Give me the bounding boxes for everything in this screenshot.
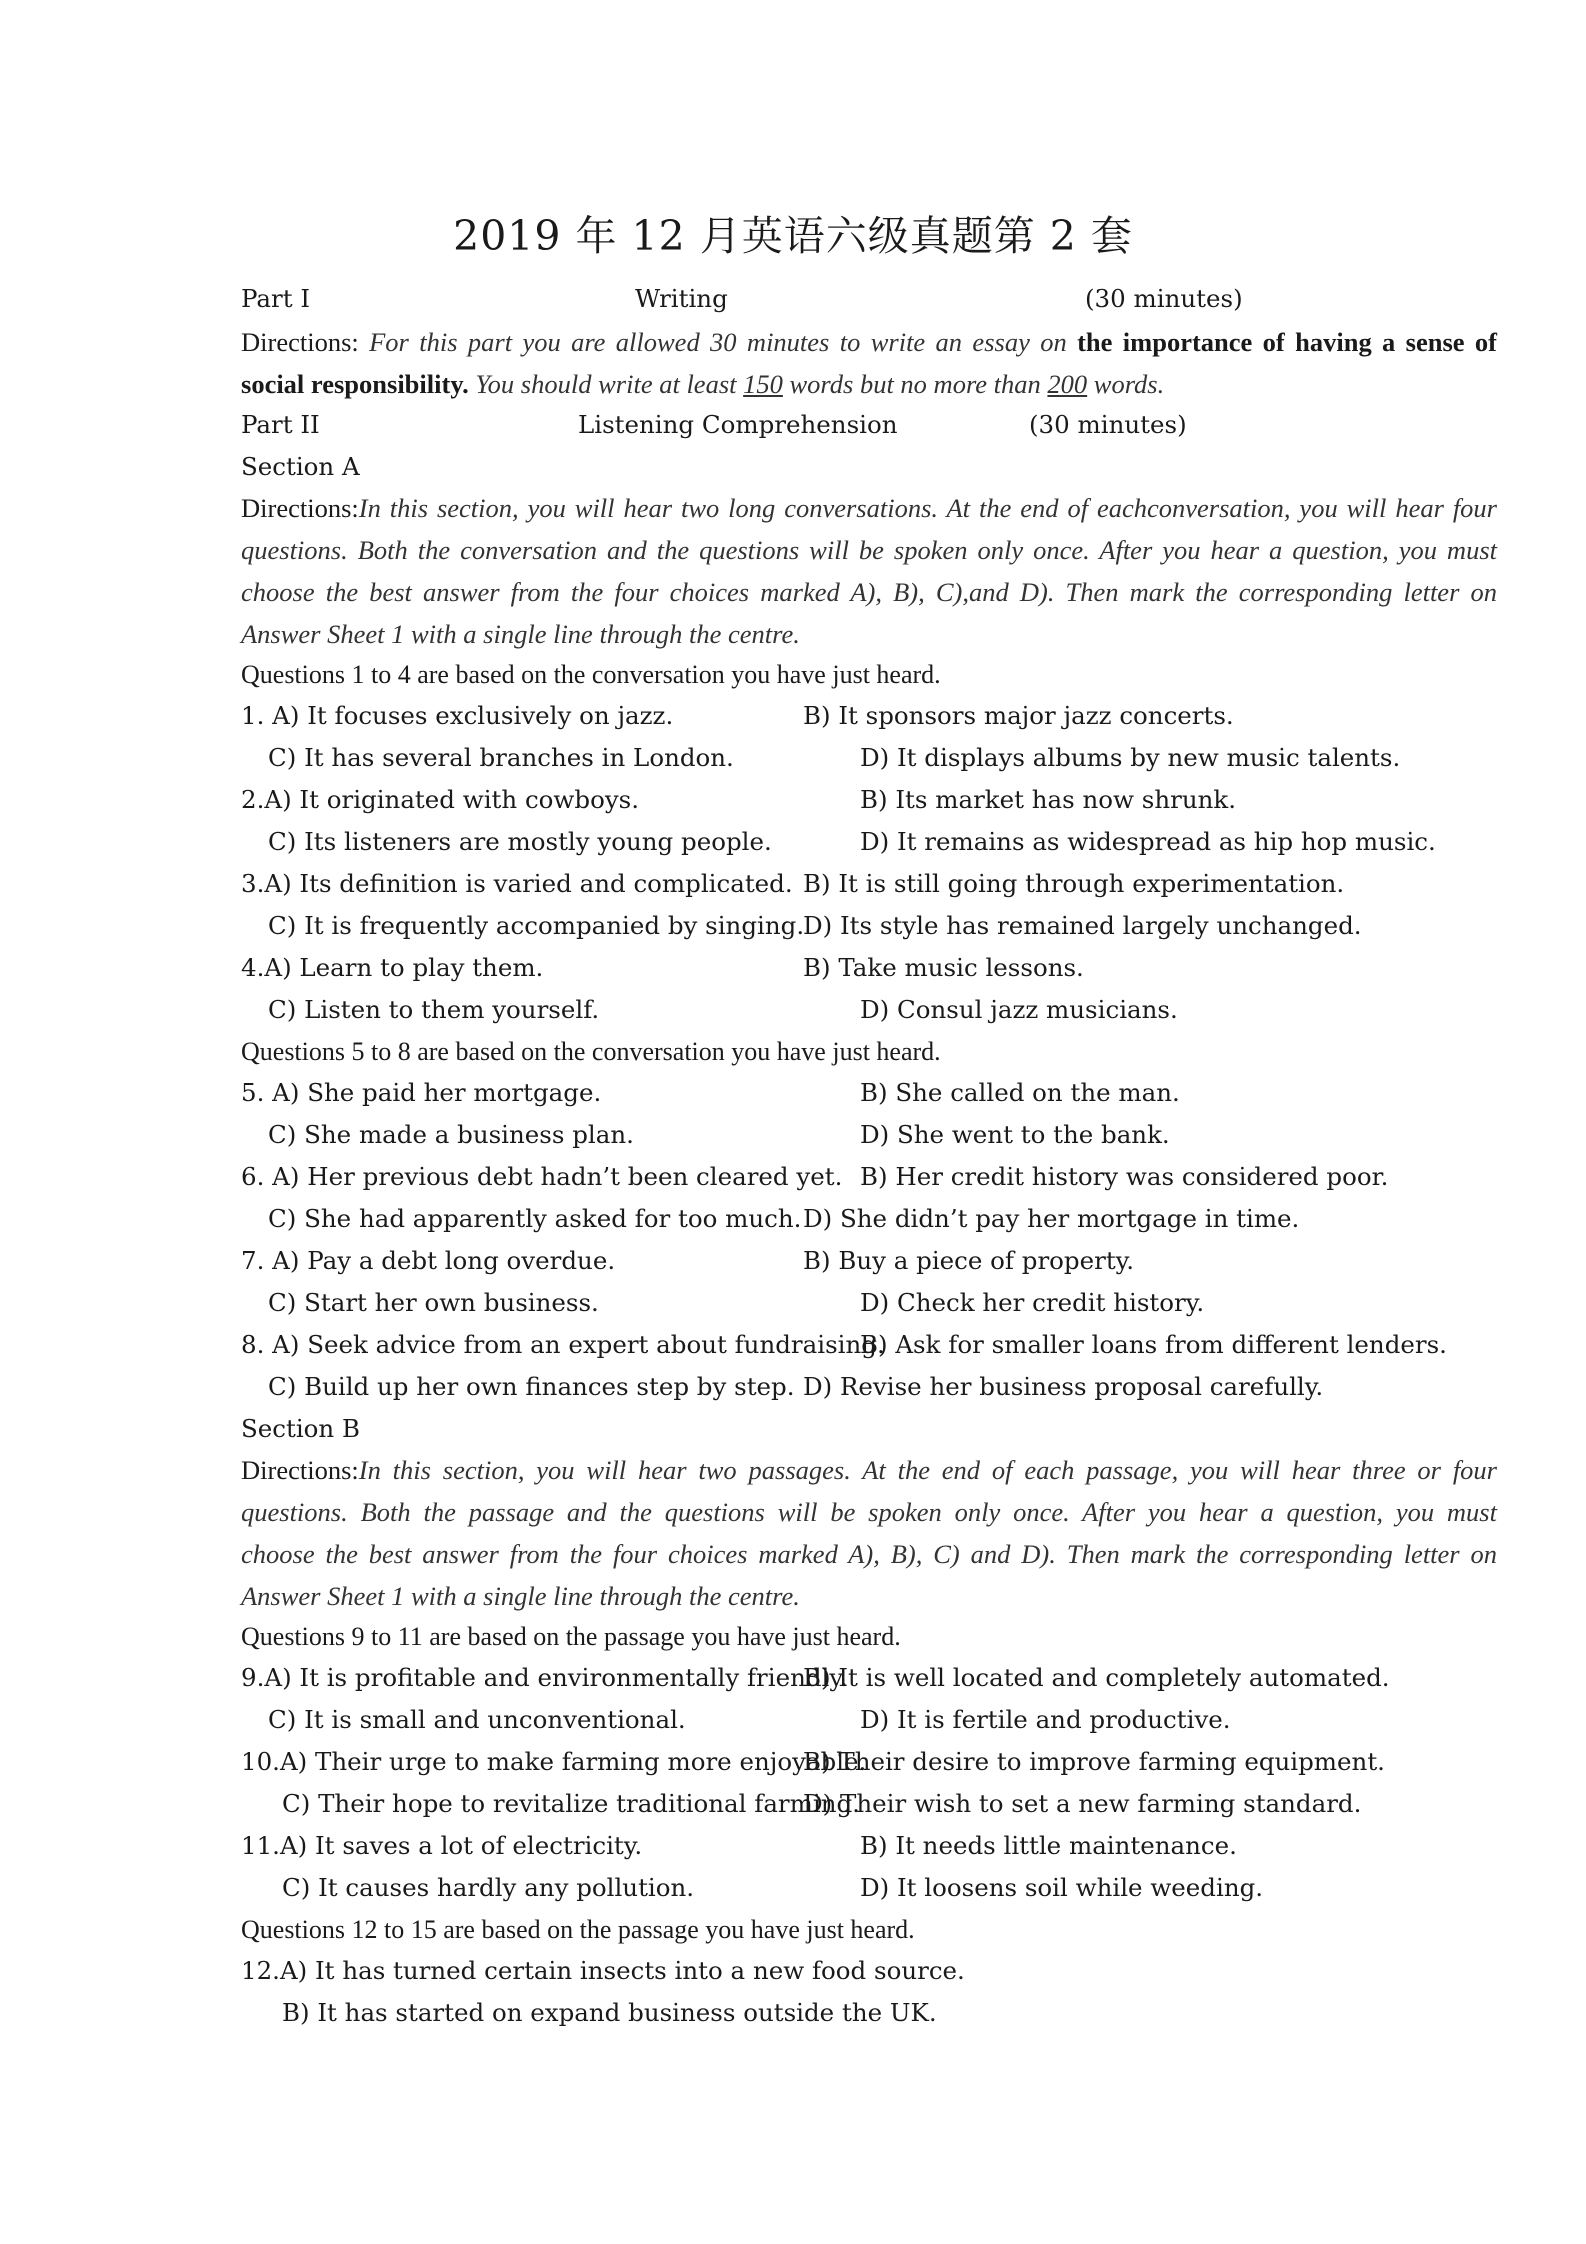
directions-text: In this section, you will hear two passages. At the end of each passage, you will hear three or four (358, 1455, 1497, 1485)
question-option-a: 5. A) She paid her mortgage. (241, 1078, 602, 1107)
question-option-b: B) Her credit history was considered poor. (860, 1162, 1389, 1191)
question-option-b: B) Buy a piece of property. (803, 1246, 1135, 1275)
directions-text: For this part you are allowed 30 minutes to write an essay on (369, 327, 1067, 357)
part1-name: Writing (635, 284, 728, 313)
question-option-d: D) She went to the bank. (860, 1120, 1170, 1149)
directions-label: Directions: (241, 1455, 359, 1485)
question-option-c: C) She made a business plan. (268, 1120, 634, 1149)
directions-text: words but no more than (789, 369, 1041, 399)
question-option-a: 12.A) It has turned certain insects into a new food source. (241, 1956, 965, 1985)
question-option-b: B) Take music lessons. (803, 953, 1084, 982)
max-words: 200 (1047, 369, 1088, 399)
directions-text: You should write at least (475, 369, 737, 399)
directions-label: Directions: (241, 327, 359, 357)
question-option-a: 10.A) Their urge to make farming more enjoyable. (241, 1747, 867, 1776)
question-option-b: B) She called on the man. (860, 1078, 1180, 1107)
question-option-a: 3.A) Its definition is varied and complicated. (241, 869, 793, 898)
question-option-d: D) Check her credit history. (860, 1288, 1205, 1317)
question-option-a: 11.A) It saves a lot of electricity. (241, 1831, 643, 1860)
question-option-a: 2.A) It originated with cowboys. (241, 785, 640, 814)
question-option-d: D) Consul jazz musicians. (860, 995, 1178, 1024)
section-b-directions-line4: Answer Sheet 1 with a single line through the centre. (241, 1581, 800, 1611)
questions-header: Questions 12 to 15 are based on the passage you have just heard. (241, 1915, 915, 1944)
question-option-b: B) Its market has now shrunk. (860, 785, 1237, 814)
part1-time: (30 minutes) (1085, 284, 1243, 313)
question-option-d: D) It displays albums by new music talents. (860, 743, 1401, 772)
question-option-c: C) It causes hardly any pollution. (282, 1873, 695, 1902)
question-option-b: B) It sponsors major jazz concerts. (803, 701, 1234, 730)
part2-label: Part II (241, 410, 320, 439)
question-option-c: C) Start her own business. (268, 1288, 599, 1317)
question-option-c: C) It is frequently accompanied by singing. (268, 911, 805, 940)
question-option-d: D) Its style has remained largely unchanged. (803, 911, 1362, 940)
question-option-b: B) It is well located and completely automated. (803, 1663, 1390, 1692)
part1-label: Part I (241, 284, 311, 313)
question-option-d: D) She didn’t pay her mortgage in time. (803, 1204, 1300, 1233)
section-a-directions-line1 (241, 495, 1497, 522)
question-option-b: B) It is still going through experimentation. (803, 869, 1345, 898)
section-a-directions-line3: choose the best answer from the four choices marked A), B), C),and D). Then mark the corresponding letter on (241, 577, 1497, 607)
question-option-c: C) It is small and unconventional. (268, 1705, 686, 1734)
directions-text: words. (1093, 369, 1165, 399)
directions-text: In this section, you will hear two long conversations. At the end of eachconversation, you will hear four (358, 493, 1497, 523)
section-a-directions-line4: Answer Sheet 1 with a single line through the centre. (241, 619, 800, 649)
section-a-label: Section A (241, 452, 360, 481)
question-option-b: B) Their desire to improve farming equipment. (803, 1747, 1385, 1776)
question-option-c: C) Their hope to revitalize traditional farming. (282, 1789, 860, 1818)
essay-topic: the importance of having a sense of (1077, 327, 1498, 357)
questions-header: Questions 9 to 11 are based on the passage you have just heard. (241, 1622, 901, 1651)
questions-header: Questions 1 to 4 are based on the conversation you have just heard. (241, 660, 941, 689)
question-option-a: 9.A) It is profitable and environmentally friendly. (241, 1663, 848, 1692)
question-option-a: 4.A) Learn to play them. (241, 953, 544, 982)
question-option-a: 7. A) Pay a debt long overdue. (241, 1246, 616, 1275)
question-option-c: C) It has several branches in London. (268, 743, 734, 772)
question-option-a: 8. A) Seek advice from an expert about fundraising. (241, 1330, 885, 1359)
question-option-b: B) Ask for smaller loans from different lenders. (860, 1330, 1447, 1359)
directions-label: Directions: (241, 493, 359, 523)
question-option-b: B) It needs little maintenance. (860, 1831, 1237, 1860)
question-option-d: D) Their wish to set a new farming standard. (803, 1789, 1362, 1818)
question-option-c: C) She had apparently asked for too much. (268, 1204, 802, 1233)
question-option-a: 1. A) It focuses exclusively on jazz. (241, 701, 674, 730)
section-b-directions-line2: questions. Both the passage and the questions will be spoken only once. After you hear a question, you must (241, 1497, 1497, 1527)
page-title: 2019 年 12 月英语六级真题第 2 套 (453, 212, 1133, 260)
question-option-d: D) Revise her business proposal carefully. (803, 1372, 1324, 1401)
part1-directions-line2 (241, 371, 1164, 398)
section-a-directions-line2: questions. Both the conversation and the questions will be spoken only once. After you hear a question, you must (241, 535, 1497, 565)
questions-header: Questions 5 to 8 are based on the conversation you have just heard. (241, 1037, 941, 1066)
question-option-d: D) It is fertile and productive. (860, 1705, 1231, 1734)
question-option-c: C) Listen to them yourself. (268, 995, 600, 1024)
question-option-d: D) It loosens soil while weeding. (860, 1873, 1264, 1902)
question-option-a: 6. A) Her previous debt hadn’t been cleared yet. (241, 1162, 843, 1191)
part2-time: (30 minutes) (1029, 410, 1187, 439)
part2-name: Listening Comprehension (578, 410, 898, 439)
question-option-c: C) Its listeners are mostly young people. (268, 827, 772, 856)
question-option-d: D) It remains as widespread as hip hop music. (860, 827, 1436, 856)
section-b-directions-line1 (241, 1457, 1497, 1484)
essay-topic-end: social responsibility. (241, 369, 469, 399)
section-b-directions-line3: choose the best answer from the four choices marked A), B), C) and D). Then mark the corresponding letter on (241, 1539, 1497, 1569)
part1-directions-line1 (241, 329, 1497, 356)
min-words: 150 (743, 369, 783, 399)
section-b-label: Section B (241, 1414, 361, 1443)
question-option-c: C) Build up her own finances step by step. (268, 1372, 795, 1401)
question-option-b: B) It has started on expand business outside the UK. (282, 1998, 937, 2027)
